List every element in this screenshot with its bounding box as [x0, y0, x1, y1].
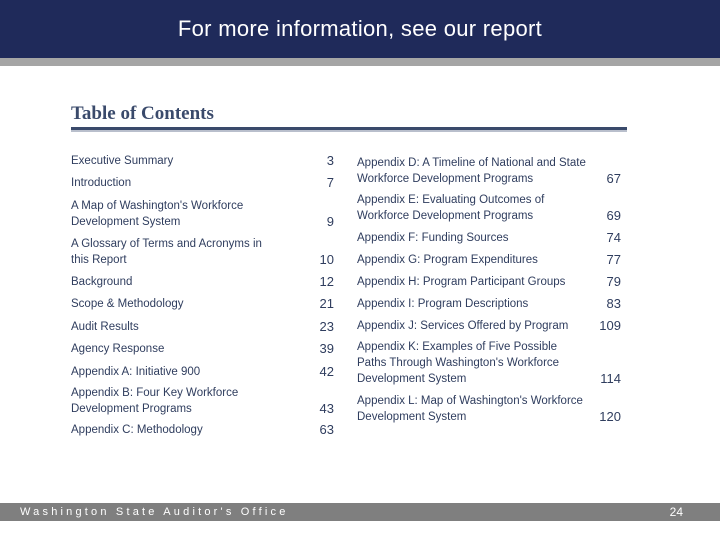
- footer-org: Washington State Auditor's Office: [20, 506, 289, 518]
- toc-entry: [71, 153, 334, 169]
- toc-entry-label: Executive Summary: [71, 155, 174, 167]
- toc-entry-label: Audit Results: [71, 321, 139, 333]
- toc-entry: [357, 339, 621, 387]
- toc-entry-page: 43: [319, 401, 334, 416]
- toc-entry-label: Appendix L: Map of Washington's Workforce Development System: [357, 395, 583, 423]
- toc-entry-label: Appendix E: Evaluating Outcomes of Workforce Development Programs: [357, 194, 545, 222]
- toc-entry-label: Appendix D: A Timeline of National and State Workforce Development Programs: [357, 157, 586, 185]
- toc-entry: [357, 318, 621, 334]
- toc-entry-label: Agency Response: [71, 343, 165, 355]
- toc-entry-page: 9: [326, 214, 334, 229]
- toc-entry-page: 83: [606, 296, 621, 311]
- toc-divider: [71, 127, 627, 132]
- toc-entry-label: Appendix K: Examples of Five Possible Paths Through Washington's Workforce Development System: [357, 341, 560, 385]
- toc-entry: [71, 319, 334, 335]
- toc-entry-page: 69: [606, 208, 621, 223]
- toc-entry-label: Appendix A: Initiative 900: [71, 366, 201, 378]
- toc-entry-label: Background: [71, 276, 133, 288]
- toc-entry: [357, 274, 621, 290]
- toc-entry-label: A Glossary of Terms and Acronyms in this Report: [71, 238, 262, 266]
- toc-right-column: [357, 155, 621, 425]
- toc-entry-page: 39: [319, 341, 334, 356]
- toc-entry: [71, 341, 334, 357]
- toc-entry-page: 67: [606, 171, 621, 186]
- slide-header: [0, 0, 720, 58]
- toc-entry-page: 23: [319, 319, 334, 334]
- toc-entry-page: 74: [606, 230, 621, 245]
- toc-entry: [71, 422, 334, 438]
- toc-entry-page: 21: [319, 296, 334, 311]
- toc-entry: [71, 274, 334, 290]
- toc-title: Table of Contents: [71, 103, 214, 124]
- toc-entry-label: Scope & Methodology: [71, 298, 184, 310]
- toc-left-column: [71, 153, 334, 438]
- toc-entry-page: 109: [599, 318, 621, 333]
- toc-entry: [71, 385, 334, 417]
- header-divider: [0, 58, 720, 66]
- toc-entry: [357, 155, 621, 187]
- toc-entry-page: 12: [319, 274, 334, 289]
- toc-entry: [71, 364, 334, 380]
- toc-entry-label: Appendix F: Funding Sources: [357, 232, 509, 244]
- toc-entry: [71, 296, 334, 312]
- toc-entry-label: Appendix B: Four Key Workforce Development Programs: [71, 387, 239, 415]
- toc-entry-label: Introduction: [71, 177, 132, 189]
- toc-entry: [71, 236, 334, 268]
- toc-entry-label: A Map of Washington's Workforce Development System: [71, 200, 244, 228]
- toc-entry-page: 10: [319, 252, 334, 267]
- toc-entry-page: 114: [600, 371, 621, 386]
- toc-entry: [357, 252, 621, 268]
- toc-entry: [357, 296, 621, 312]
- toc-entry-page: 120: [599, 409, 621, 424]
- toc-entry-page: 79: [606, 274, 621, 289]
- toc-entry: [357, 393, 621, 425]
- toc-entry: [357, 230, 621, 246]
- toc-entry: [71, 198, 334, 230]
- slide-title: For more information, see our report: [177, 16, 543, 41]
- toc-entry: [357, 192, 621, 224]
- toc-entry-label: Appendix G: Program Expenditures: [357, 254, 538, 266]
- slide-number: 24: [669, 505, 683, 519]
- toc-entry-page: 7: [326, 175, 334, 190]
- toc-entry-label: Appendix J: Services Offered by Program: [357, 320, 569, 332]
- toc-entry-label: Appendix I: Program Descriptions: [357, 298, 529, 310]
- toc-entry-label: Appendix H: Program Participant Groups: [357, 276, 566, 288]
- toc-entry: [71, 175, 334, 191]
- toc-entry-page: 42: [319, 364, 334, 379]
- toc-entry-page: 77: [606, 252, 621, 267]
- toc-entry-page: 63: [319, 422, 334, 437]
- toc-entry-label: Appendix C: Methodology: [71, 424, 203, 436]
- toc-entry-page: 3: [326, 153, 334, 168]
